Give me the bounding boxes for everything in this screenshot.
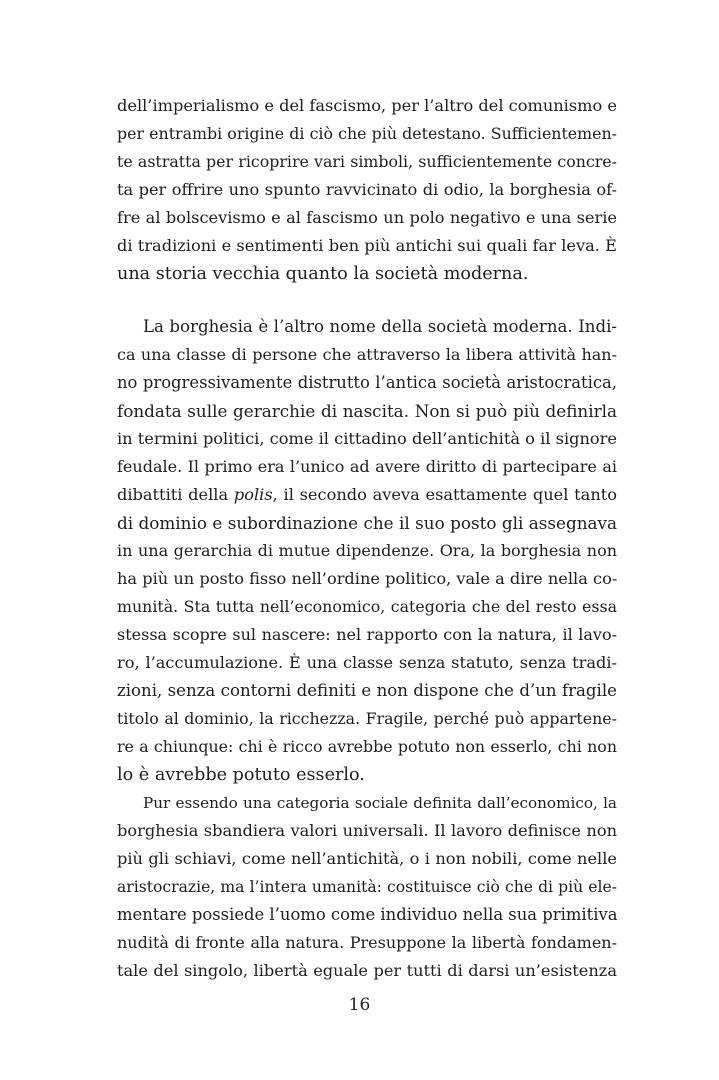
text-line: in una gerarchia di mutue dipendenze. Ora, la borghesia non: [117, 541, 617, 560]
text-line: te astratta per ricoprire vari simboli, sufficientemente concre-: [117, 152, 617, 171]
text-line-with-italic: [117, 485, 617, 513]
page-number: 16: [348, 995, 371, 1015]
text-line: borghesia sbandiera valori universali. Il lavoro definisce non: [117, 821, 617, 840]
text-line: re a chiunque: chi è ricco avrebbe potuto non esserlo, chi non: [117, 737, 617, 756]
text-line: fre al bolscevismo e al fascismo un polo negativo e una serie: [117, 208, 617, 227]
text-line: per entrambi origine di ciò che più detestano. Sufficientemen-: [117, 124, 617, 143]
text-line: feudale. Il primo era l’unico ad avere diritto di partecipare ai: [117, 457, 617, 476]
text-line: aristocrazie, ma l’intera umanità: costituisce ciò che di più ele-: [117, 878, 617, 896]
text-line: ta per offrire uno spunto ravvicinato di odio, la borghesia of-: [117, 180, 617, 199]
text-line: ro, l’accumulazione. È una classe senza statuto, senza tradi-: [117, 653, 617, 672]
text-line: zioni, senza contorni definiti e non dispone che d’un fragile: [117, 681, 617, 700]
text-line: lo è avrebbe potuto esserlo.: [117, 765, 365, 785]
text-line: titolo al dominio, la ricchezza. Fragile, perché può appartene-: [117, 709, 617, 728]
text-line: ha più un posto fisso nell’ordine politico, vale a dire nella co-: [117, 569, 618, 588]
text-line: di tradizioni e sentimenti ben più antichi sui quali far leva. È: [117, 236, 617, 255]
text-line: Pur essendo una categoria sociale definita dall’economico, la: [143, 794, 617, 812]
text-line: più gli schiavi, come nell’antichità, o i non nobili, come nelle: [117, 849, 617, 868]
text-line: tale del singolo, libertà eguale per tutti di darsi un’esistenza: [117, 961, 617, 980]
text-line: no progressivamente distrutto l’antica società aristocratica,: [117, 373, 617, 392]
text-line: una storia vecchia quanto la società moderna.: [117, 264, 529, 284]
text-line: in termini politici, come il cittadino dell’antichità o il signore: [117, 429, 617, 448]
text-line: La borghesia è l’altro nome della società moderna. Indi-: [143, 317, 617, 336]
text-line: dell’imperialismo e del fascismo, per l’altro del comunismo e: [117, 96, 617, 115]
text-line: munità. Sta tutta nell’economico, categoria che del resto essa: [117, 597, 617, 616]
text-fragment: , il secondo aveva esattamente quel tanto: [272, 485, 617, 504]
text-line: ca una classe di persone che attraverso la libera attività han-: [117, 345, 617, 364]
text-line: mentare possiede l’uomo come individuo nella sua primitiva: [117, 905, 618, 924]
italic-term: polis: [233, 485, 273, 504]
text-line: fondata sulle gerarchie di nascita. Non si può più definirla: [117, 401, 617, 421]
text-line: nudità di fronte alla natura. Presuppone la libertà fondamen-: [117, 933, 617, 952]
text-line: stessa scopre sul nascere: nel rapporto con la natura, il lavo-: [117, 625, 617, 644]
text-line: di dominio e subordinazione che il suo posto gli assegnava: [117, 513, 617, 533]
text-fragment: dibattiti della: [117, 485, 234, 504]
